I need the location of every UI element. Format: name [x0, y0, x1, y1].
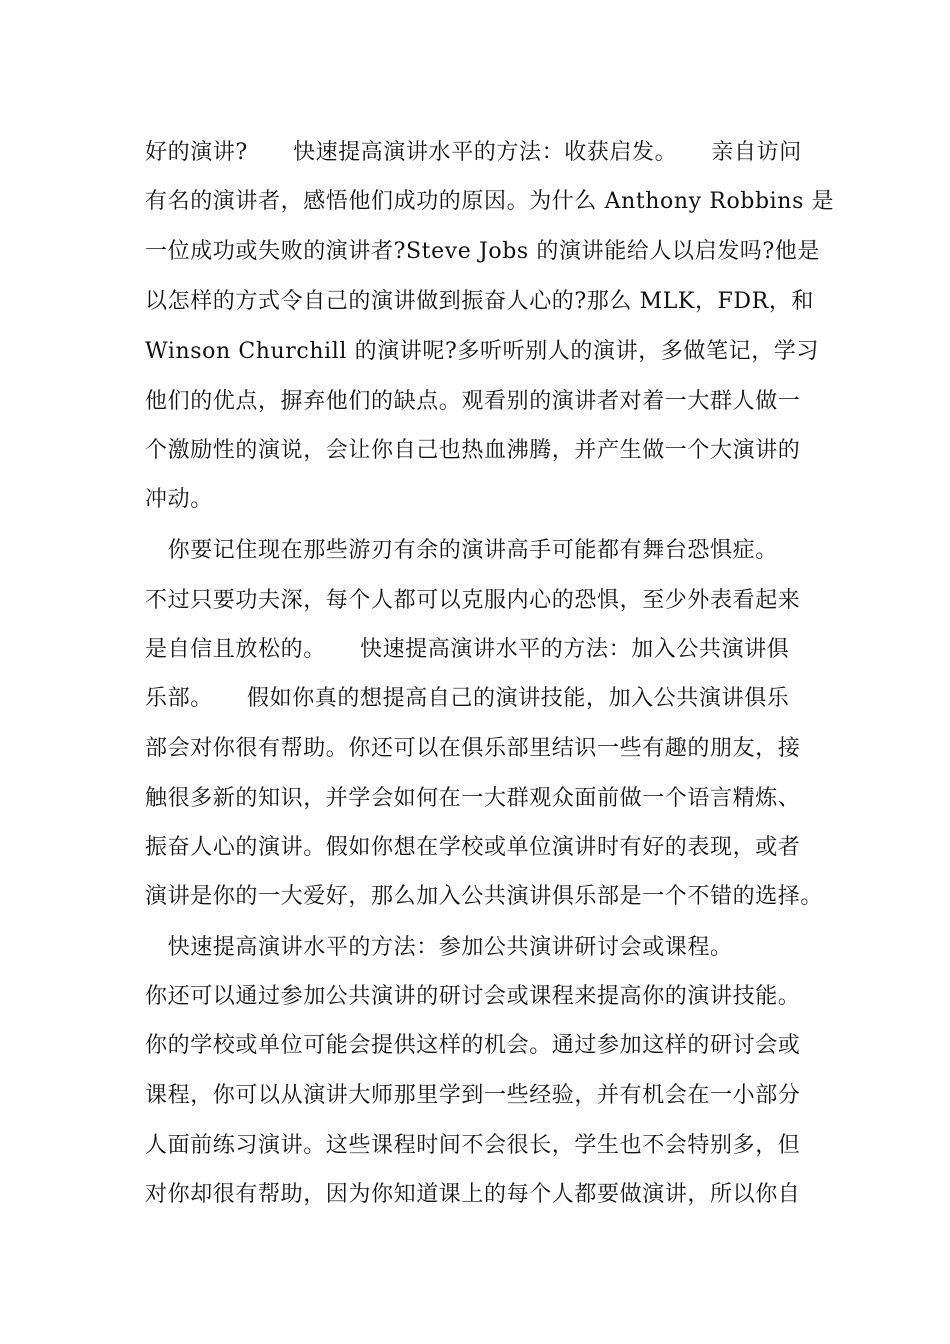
- text-line: 触很多新的知识，并学会如何在一大群观众面前做一个语言精炼、: [145, 786, 801, 811]
- text-line: 个激励性的演说，会让你自己也热血沸腾，并产生做一个大演讲的: [145, 438, 801, 463]
- text-line: 你的学校或单位可能会提供这样的机会。通过参加这样的研讨会或: [145, 1033, 801, 1058]
- text-line: 对你却很有帮助，因为你知道课上的每个人都要做演讲，所以你自: [145, 1182, 801, 1207]
- text-line: 不过只要功夫深，每个人都可以克服内心的恐惧，至少外表看起来: [145, 588, 801, 613]
- text-line: 以怎样的方式令自己的演讲做到振奋人心的?那么 MLK，FDR，和: [145, 289, 815, 314]
- text-line: 他们的优点，摒弃他们的缺点。观看别的演讲者对着一大群人做一: [145, 389, 801, 414]
- text-line: 课程，你可以从演讲大师那里学到一些经验，并有机会在一小部分: [145, 1083, 801, 1108]
- text-line: 演讲是你的一大爱好，那么加入公共演讲俱乐部是一个不错的选择。: [145, 884, 824, 909]
- text-line: 是自信且放松的。 快速提高演讲水平的方法：加入公共演讲俱: [145, 637, 790, 662]
- text-line: 振奋人心的演讲。假如你想在学校或单位演讲时有好的表现，或者: [145, 835, 801, 860]
- text-line: 有名的演讲者，感悟他们成功的原因。为什么 Anthony Robbins 是: [145, 189, 835, 214]
- text-line: 快速提高演讲水平的方法：参加公共演讲研讨会或课程。: [145, 935, 733, 960]
- text-line: Winson Churchill 的演讲呢?多听听别人的演讲，多做笔记，学习: [145, 339, 820, 364]
- text-line: 好的演讲? 快速提高演讲水平的方法：收获启发。 亲自访问: [145, 140, 802, 165]
- text-line: 你还可以通过参加公共演讲的研讨会或课程来提高你的演讲技能。: [145, 984, 801, 1009]
- text-line: 部会对你很有帮助。你还可以在俱乐部里结识一些有趣的朋友，接: [145, 736, 801, 761]
- text-line: 冲动。: [145, 487, 213, 512]
- text-line: 一位成功或失败的演讲者?Steve Jobs 的演讲能给人以启发吗?他是: [145, 239, 820, 264]
- text-line: 你要记住现在那些游刃有余的演讲高手可能都有舞台恐惧症。: [145, 538, 778, 563]
- text-line: 乐部。 假如你真的想提高自己的演讲技能，加入公共演讲俱乐: [145, 686, 790, 711]
- text-line: 人面前练习演讲。这些课程时间不会很长，学生也不会特别多，但: [145, 1133, 801, 1158]
